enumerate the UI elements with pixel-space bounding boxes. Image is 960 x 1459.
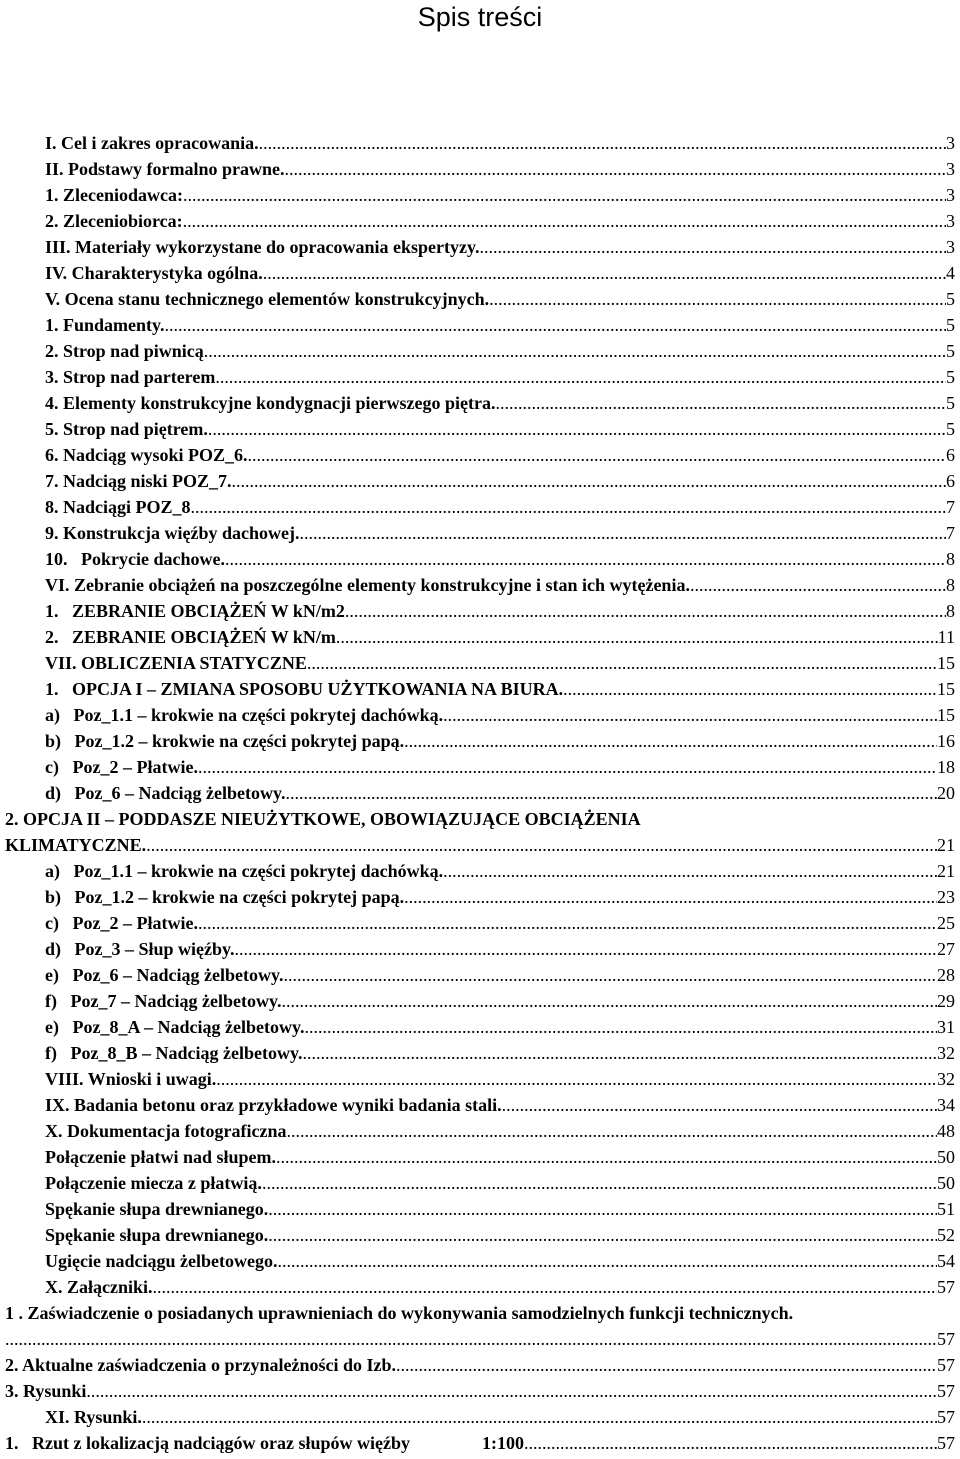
toc-entry[interactable] xyxy=(45,234,955,260)
toc-leader-dots xyxy=(489,286,946,312)
toc-leader-dots xyxy=(208,416,946,442)
toc-leader-dots xyxy=(285,156,946,182)
toc-entry[interactable] xyxy=(45,1066,955,1092)
toc-entry[interactable] xyxy=(45,1196,955,1222)
toc-leader-dots xyxy=(443,858,937,884)
toc-entry[interactable] xyxy=(45,858,955,884)
toc-leader-dots xyxy=(307,650,937,676)
toc-entry[interactable] xyxy=(45,364,955,390)
toc-entry[interactable] xyxy=(45,1092,955,1118)
toc-entry-page-number: 5 xyxy=(946,289,955,309)
toc-leader-dots xyxy=(283,962,937,988)
toc-entry-page-number: 8 xyxy=(946,575,955,595)
toc-entry-label: 10. Pokrycie dachowe. xyxy=(45,549,225,569)
toc-entry-label: 6. Nadciąg wysoki POZ_6. xyxy=(45,445,248,465)
toc-entry-page-number: 18 xyxy=(937,757,955,777)
toc-entry-label: Spękanie słupa drewnianego. xyxy=(45,1225,269,1245)
toc-entry[interactable] xyxy=(45,520,955,546)
toc-entry-label: Połączenie miecza z płatwią. xyxy=(45,1173,262,1193)
toc-leader-dots xyxy=(5,1326,937,1352)
toc-entry-page-number: 57 xyxy=(937,1407,955,1427)
toc-entry-label: 4. Elementy konstrukcyjne kondygnacji pierwszego piętra. xyxy=(45,393,496,413)
toc-entry-heading-line[interactable]: 1 . Zaświadczenie o posiadanych uprawnieniach do wykonywania samodzielnych funkcji technicznych. xyxy=(5,1303,794,1323)
toc-leader-dots xyxy=(563,676,937,702)
toc-entry-page-number: 5 xyxy=(946,315,955,335)
toc-entry-label: 2. Zleceniobiorca: xyxy=(45,211,183,231)
toc-entry[interactable] xyxy=(5,1326,955,1352)
toc-entry-label: 1. Rzut z lokalizacją nadciągów oraz słupów więźby 1:100 xyxy=(5,1433,524,1453)
toc-entry[interactable] xyxy=(45,936,955,962)
toc-entry[interactable] xyxy=(5,1378,955,1404)
toc-entry[interactable] xyxy=(45,780,955,806)
toc-entry-page-number: 48 xyxy=(937,1121,955,1141)
toc-leader-dots xyxy=(204,338,946,364)
toc-entry[interactable] xyxy=(45,624,955,650)
toc-leader-dots xyxy=(286,1118,937,1144)
toc-entry[interactable] xyxy=(45,1040,955,1066)
toc-leader-dots xyxy=(165,312,946,338)
toc-leader-dots xyxy=(263,260,946,286)
toc-entry-page-number: 23 xyxy=(937,887,955,907)
toc-leader-dots xyxy=(198,910,937,936)
toc-entry-label: KLIMATYCZNE. xyxy=(5,835,147,855)
toc-entry-label: XI. Rysunki. xyxy=(45,1407,142,1427)
toc-entry-page-number: 50 xyxy=(937,1147,955,1167)
toc-entry-page-number: 5 xyxy=(946,419,955,439)
toc-entry-heading-line[interactable]: 2. OPCJA II – PODDASZE NIEUŻYTKOWE, OBOWIĄZUJĄCE OBCIĄŻENIA xyxy=(5,809,641,829)
toc-leader-dots xyxy=(268,1196,937,1222)
toc-entry-label: X. Dokumentacja fotograficzna xyxy=(45,1121,287,1141)
toc-entry[interactable] xyxy=(45,286,955,312)
toc-leader-dots xyxy=(225,546,946,572)
toc-entry[interactable] xyxy=(45,1404,955,1430)
toc-entry-label: IX. Badania betonu oraz przykładowe wyniki badania stali. xyxy=(45,1095,502,1115)
toc-entry-label: 8. Nadciągi POZ_8 xyxy=(45,497,191,517)
toc-entry[interactable] xyxy=(45,1248,955,1274)
toc-entry-label: c) Poz_2 – Płatwie. xyxy=(45,913,198,933)
toc-entry-page-number: 5 xyxy=(946,393,955,413)
toc-entry-label: e) Poz_6 – Nadciąg żelbetowy. xyxy=(45,965,284,985)
toc-entry-page-number: 34 xyxy=(937,1095,955,1115)
toc-entry[interactable] xyxy=(5,1430,955,1456)
toc-entry-label: 2. Aktualne zaświadczenia o przynależności do Izb. xyxy=(5,1355,397,1375)
toc-entry-page-number: 21 xyxy=(937,861,955,881)
toc-entry-label: d) Poz_3 – Słup więźby. xyxy=(45,939,235,959)
toc-leader-dots xyxy=(404,884,937,910)
toc-entry[interactable] xyxy=(45,182,955,208)
toc-entry-page-number: 32 xyxy=(937,1043,955,1063)
toc-entry-page-number: 57 xyxy=(937,1329,955,1349)
toc-entry[interactable] xyxy=(45,1014,955,1040)
toc-entry[interactable] xyxy=(45,260,955,286)
toc-entry-label: 2. ZEBRANIE OBCIĄŻEŃ W kN/m xyxy=(45,627,336,647)
toc-entry[interactable] xyxy=(45,884,955,910)
toc-leader-dots xyxy=(502,1092,937,1118)
toc-leader-dots xyxy=(191,494,946,520)
toc-entry-page-number: 3 xyxy=(946,133,955,153)
toc-entry[interactable] xyxy=(45,988,955,1014)
toc-entry-label: c) Poz_2 – Płatwie. xyxy=(45,757,198,777)
toc-leader-dots xyxy=(304,1014,937,1040)
toc-entry-label: f) Poz_7 – Nadciąg żelbetowy. xyxy=(45,991,282,1011)
toc-leader-dots xyxy=(690,572,946,598)
toc-entry[interactable] xyxy=(45,338,955,364)
toc-entry-page-number: 5 xyxy=(946,341,955,361)
toc-entry-page-number: 3 xyxy=(946,237,955,257)
toc-entry[interactable] xyxy=(45,416,955,442)
toc-entry[interactable] xyxy=(45,468,955,494)
toc-entry-page-number: 57 xyxy=(937,1277,955,1297)
toc-leader-dots xyxy=(198,754,937,780)
toc-entry-label: Spękanie słupa drewnianego. xyxy=(45,1199,269,1219)
toc-entry[interactable] xyxy=(45,598,955,624)
toc-leader-dots xyxy=(235,936,937,962)
toc-entry[interactable] xyxy=(45,1274,955,1300)
toc-entry-page-number: 57 xyxy=(937,1381,955,1401)
toc-entry[interactable] xyxy=(45,650,955,676)
toc-entry[interactable] xyxy=(45,1222,955,1248)
toc-entry-page-number: 7 xyxy=(946,523,955,543)
toc-entry-page-number: 15 xyxy=(937,705,955,725)
toc-entry-label: b) Poz_1.2 – krokwie na części pokrytej papą. xyxy=(45,887,405,907)
toc-entry-page-number: 11 xyxy=(937,627,955,647)
toc-entry-page-number: 29 xyxy=(937,991,955,1011)
toc-leader-dots xyxy=(479,234,946,260)
toc-entry-label: 9. Konstrukcja więźby dachowej. xyxy=(45,523,300,543)
toc-entry[interactable] xyxy=(45,312,955,338)
toc-entry-page-number: 3 xyxy=(946,159,955,179)
toc-entry-page-number: 3 xyxy=(946,185,955,205)
toc-leader-dots xyxy=(215,364,946,390)
toc-leader-dots xyxy=(345,598,946,624)
toc-entry-label: 1. Zleceniodawca: xyxy=(45,185,183,205)
toc-entry-label: 5. Strop nad piętrem. xyxy=(45,419,208,439)
toc-entry-page-number: 27 xyxy=(937,939,955,959)
toc-entry-page-number: 3 xyxy=(946,211,955,231)
toc-leader-dots xyxy=(300,520,947,546)
toc-entry[interactable] xyxy=(45,754,955,780)
toc-leader-dots xyxy=(259,130,946,156)
toc-entry-page-number: 50 xyxy=(937,1173,955,1193)
toc-entry-label: e) Poz_8_A – Nadciąg żelbetowy. xyxy=(45,1017,305,1037)
toc-entry-label: 2. Strop nad piwnicą xyxy=(45,341,204,361)
toc-entry-label: 1. Fundamenty. xyxy=(45,315,165,335)
toc-entry[interactable] xyxy=(45,208,955,234)
toc-entry-label: III. Materiały wykorzystane do opracowania ekspertyzy. xyxy=(45,237,480,257)
toc-entry-page-number: 4 xyxy=(946,263,955,283)
toc-entry-label: I. Cel i zakres opracowania. xyxy=(45,133,259,153)
toc-entry-page-number: 15 xyxy=(937,679,955,699)
toc-entry-label: 1. OPCJA I – ZMIANA SPOSOBU UŻYTKOWANIA NA BIURA. xyxy=(45,679,564,699)
toc-entry-label: 7. Nadciąg niski POZ_7. xyxy=(45,471,232,491)
toc-leader-dots xyxy=(183,182,946,208)
toc-leader-dots xyxy=(183,208,946,234)
toc-leader-dots xyxy=(146,832,937,858)
toc-entry[interactable] xyxy=(45,442,955,468)
toc-entry-label: b) Poz_1.2 – krokwie na części pokrytej papą. xyxy=(45,731,405,751)
toc-entry-label: 3. Strop nad parterem xyxy=(45,367,216,387)
toc-entry-page-number: 15 xyxy=(937,653,955,673)
toc-leader-dots xyxy=(285,780,937,806)
toc-entry[interactable] xyxy=(45,728,955,754)
toc-leader-dots xyxy=(262,1170,937,1196)
toc-entry-label: VII. OBLICZENIA STATYCZNE xyxy=(45,653,307,673)
toc-entry-page-number: 28 xyxy=(937,965,955,985)
toc-entry-page-number: 20 xyxy=(937,783,955,803)
toc-entry-page-number: 51 xyxy=(937,1199,955,1219)
toc-entry[interactable] xyxy=(45,546,955,572)
toc-entry[interactable] xyxy=(45,494,955,520)
toc-leader-dots xyxy=(248,442,946,468)
toc-leader-dots xyxy=(277,1248,937,1274)
toc-entry[interactable] xyxy=(45,702,955,728)
toc-entry[interactable] xyxy=(45,962,955,988)
toc-leader-dots xyxy=(396,1352,937,1378)
toc-entry[interactable] xyxy=(45,676,955,702)
toc-entry[interactable] xyxy=(5,1352,955,1378)
toc-entry-label: X. Załączniki. xyxy=(45,1277,153,1297)
toc-entry-label: Ugięcie nadciągu żelbetowego. xyxy=(45,1251,278,1271)
toc-entry-label: Połączenie płatwi nad słupem. xyxy=(45,1147,277,1167)
toc-entry-page-number: 7 xyxy=(946,497,955,517)
toc-entry-page-number: 25 xyxy=(937,913,955,933)
toc-entry[interactable] xyxy=(45,390,955,416)
toc-entry-label: 1. ZEBRANIE OBCIĄŻEŃ W kN/m2 xyxy=(45,601,345,621)
toc-entry-page-number: 21 xyxy=(937,835,955,855)
toc-entry-label: 3. Rysunki xyxy=(5,1381,87,1401)
toc-entry-label: a) Poz_1.1 – krokwie na części pokrytej dachówką. xyxy=(45,705,444,725)
toc-entry[interactable] xyxy=(45,156,955,182)
toc-entry-page-number: 6 xyxy=(946,471,955,491)
toc-entry-label: d) Poz_6 – Nadciąg żelbetowy. xyxy=(45,783,286,803)
toc-leader-dots xyxy=(216,1066,937,1092)
toc-leader-dots xyxy=(404,728,937,754)
toc-entry[interactable] xyxy=(45,1170,955,1196)
toc-entry-label: a) Poz_1.1 – krokwie na części pokrytej dachówką. xyxy=(45,861,444,881)
toc-leader-dots xyxy=(232,468,946,494)
toc-entry-page-number: 57 xyxy=(937,1355,955,1375)
toc-entry-label: II. Podstawy formalno prawne. xyxy=(45,159,285,179)
toc-entry[interactable] xyxy=(5,832,955,858)
toc-entry[interactable] xyxy=(45,910,955,936)
toc-leader-dots xyxy=(268,1222,937,1248)
toc-entry-page-number: 57 xyxy=(937,1433,955,1453)
toc-leader-dots xyxy=(153,1274,937,1300)
toc-leader-dots xyxy=(281,988,937,1014)
toc-entry-page-number: 8 xyxy=(946,601,955,621)
toc-entry-page-number: 54 xyxy=(937,1251,955,1271)
toc-entry-page-number: 5 xyxy=(946,367,955,387)
toc-entry-page-number: 8 xyxy=(946,549,955,569)
toc-entry[interactable] xyxy=(45,572,955,598)
toc-leader-dots xyxy=(495,390,946,416)
toc-leader-dots xyxy=(276,1144,937,1170)
toc-entry-page-number: 6 xyxy=(946,445,955,465)
toc-title: Spis treści xyxy=(417,2,543,32)
toc-entry-label: V. Ocena stanu technicznego elementów konstrukcyjnych. xyxy=(45,289,490,309)
toc-leader-dots xyxy=(336,624,938,650)
toc-entry-page-number: 52 xyxy=(937,1225,955,1245)
toc-leader-dots xyxy=(142,1404,937,1430)
toc-entry[interactable] xyxy=(45,1118,955,1144)
toc-entry[interactable] xyxy=(45,1144,955,1170)
toc-leader-dots xyxy=(443,702,937,728)
toc-entry[interactable] xyxy=(45,130,955,156)
toc-entry-label: VI. Zebranie obciążeń na poszczególne elementy konstrukcyjne i stan ich wytężenia. xyxy=(45,575,690,595)
toc-entry-page-number: 16 xyxy=(937,731,955,751)
toc-entry-label: f) Poz_8_B – Nadciąg żelbetowy. xyxy=(45,1043,303,1063)
toc-entry-label: IV. Charakterystyka ogólna. xyxy=(45,263,263,283)
toc-entry-label: VIII. Wnioski i uwagi. xyxy=(45,1069,217,1089)
toc-entry-page-number: 31 xyxy=(937,1017,955,1037)
toc-leader-dots xyxy=(524,1430,937,1456)
toc-leader-dots xyxy=(86,1378,937,1404)
toc-leader-dots xyxy=(302,1040,937,1066)
toc-entry-page-number: 32 xyxy=(937,1069,955,1089)
